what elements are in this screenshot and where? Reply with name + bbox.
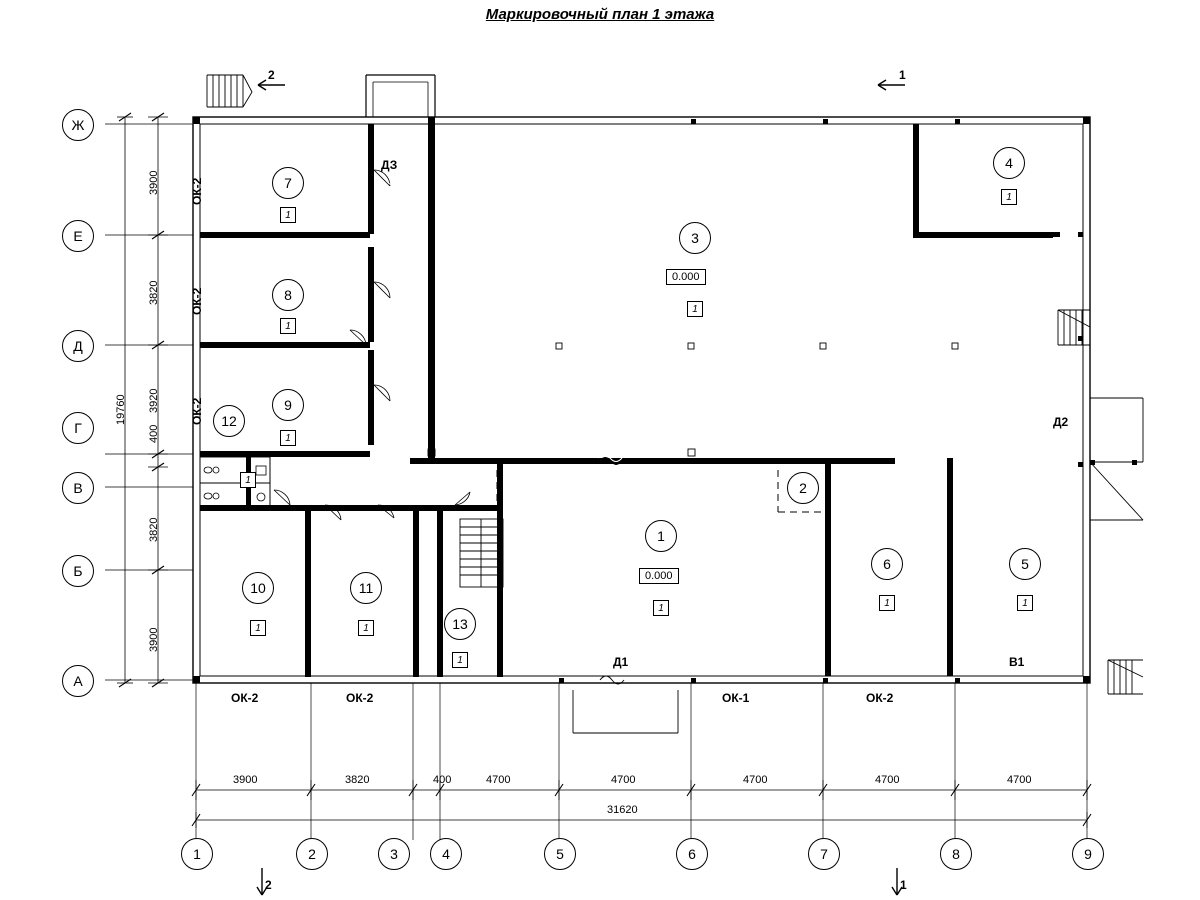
door-label-v1: В1 bbox=[1009, 655, 1025, 669]
section-mark-bottom-2: 2 bbox=[265, 878, 272, 892]
room-bubble-7[interactable]: 7 bbox=[272, 167, 304, 199]
axis-bubble-zh[interactable]: Ж bbox=[62, 109, 94, 141]
window-label-ok1-bottom: ОК-1 bbox=[722, 691, 750, 705]
hdim-total: 31620 bbox=[607, 804, 638, 816]
section-mark-top-2: 2 bbox=[268, 68, 275, 82]
axis-bubble-1[interactable]: 1 bbox=[181, 838, 213, 870]
window-label-ok2-bottom-3: ОК-2 bbox=[866, 691, 894, 705]
room-mark-10: 1 bbox=[250, 620, 266, 636]
room-bubble-8[interactable]: 8 bbox=[272, 279, 304, 311]
axis-bubble-4[interactable]: 4 bbox=[430, 838, 462, 870]
room-mark-7: 1 bbox=[280, 207, 296, 223]
hdim-4700-2: 4700 bbox=[611, 774, 636, 786]
vdim-total: 19760 bbox=[115, 394, 127, 425]
room-mark-6: 1 bbox=[879, 595, 895, 611]
axis-bubble-9[interactable]: 9 bbox=[1072, 838, 1104, 870]
room-mark-3: 1 bbox=[687, 301, 703, 317]
section-mark-top-1: 1 bbox=[899, 68, 906, 82]
room-mark-5: 1 bbox=[1017, 595, 1033, 611]
room-bubble-13[interactable]: 13 bbox=[444, 608, 476, 640]
room-bubble-10[interactable]: 10 bbox=[242, 572, 274, 604]
vdim-400: 400 bbox=[148, 424, 160, 443]
room-bubble-1[interactable]: 1 bbox=[645, 520, 677, 552]
room-bubble-2[interactable]: 2 bbox=[787, 472, 819, 504]
axis-bubble-7[interactable]: 7 bbox=[808, 838, 840, 870]
window-label-ok2-left-1: ОК-2 bbox=[190, 177, 204, 205]
hdim-400: 400 bbox=[433, 774, 452, 786]
axis-bubble-2[interactable]: 2 bbox=[296, 838, 328, 870]
room-bubble-9[interactable]: 9 bbox=[272, 389, 304, 421]
room-mark-8: 1 bbox=[280, 318, 296, 334]
room-bubble-3[interactable]: 3 bbox=[679, 222, 711, 254]
axis-bubble-d[interactable]: Д bbox=[62, 330, 94, 362]
hdim-4700-1: 4700 bbox=[486, 774, 511, 786]
room-bubble-5[interactable]: 5 bbox=[1009, 548, 1041, 580]
axis-bubble-8[interactable]: 8 bbox=[940, 838, 972, 870]
vdim-3920: 3920 bbox=[148, 388, 160, 413]
axis-bubble-6[interactable]: 6 bbox=[676, 838, 708, 870]
room-mark-11: 1 bbox=[358, 620, 374, 636]
level-mark-top: 0.000 bbox=[666, 269, 706, 285]
door-label-d3: ДЗ bbox=[381, 158, 398, 172]
room-mark-12: 1 bbox=[240, 472, 256, 488]
room-bubble-6[interactable]: 6 bbox=[871, 548, 903, 580]
hdim-3820: 3820 bbox=[345, 774, 370, 786]
room-mark-9: 1 bbox=[280, 430, 296, 446]
axis-bubble-5[interactable]: 5 bbox=[544, 838, 576, 870]
hdim-4700-5: 4700 bbox=[1007, 774, 1032, 786]
door-label-d2: Д2 bbox=[1053, 415, 1069, 429]
axis-bubble-3[interactable]: 3 bbox=[378, 838, 410, 870]
room-bubble-4[interactable]: 4 bbox=[993, 147, 1025, 179]
level-mark-bottom: 0.000 bbox=[639, 568, 679, 584]
page-title: Маркировочный план 1 этажа bbox=[485, 6, 715, 23]
room-bubble-12[interactable]: 12 bbox=[213, 405, 245, 437]
vdim-3820-bottom: 3820 bbox=[148, 517, 160, 542]
vdim-3900-top: 3900 bbox=[148, 170, 160, 195]
window-label-ok2-left-3: ОК-2 bbox=[190, 397, 204, 425]
window-label-ok2-left-2: ОК-2 bbox=[190, 287, 204, 315]
vdim-3820-top: 3820 bbox=[148, 280, 160, 305]
axis-bubble-b[interactable]: Б bbox=[62, 555, 94, 587]
axis-bubble-e[interactable]: Е bbox=[62, 220, 94, 252]
room-mark-4: 1 bbox=[1001, 189, 1017, 205]
window-label-ok2-bottom-1: ОК-2 bbox=[231, 691, 259, 705]
hdim-4700-4: 4700 bbox=[875, 774, 900, 786]
axis-bubble-v[interactable]: В bbox=[62, 472, 94, 504]
section-mark-bottom-1: 1 bbox=[900, 878, 907, 892]
axis-bubble-g[interactable]: Г bbox=[62, 412, 94, 444]
hdim-3900: 3900 bbox=[233, 774, 258, 786]
room-mark-13: 1 bbox=[452, 652, 468, 668]
window-label-ok2-bottom-2: ОК-2 bbox=[346, 691, 374, 705]
hdim-4700-3: 4700 bbox=[743, 774, 768, 786]
door-label-d1: Д1 bbox=[613, 655, 629, 669]
vdim-3900-bottom: 3900 bbox=[148, 627, 160, 652]
room-bubble-11[interactable]: 11 bbox=[350, 572, 382, 604]
room-mark-1: 1 bbox=[653, 600, 669, 616]
axis-bubble-a[interactable]: А bbox=[62, 665, 94, 697]
